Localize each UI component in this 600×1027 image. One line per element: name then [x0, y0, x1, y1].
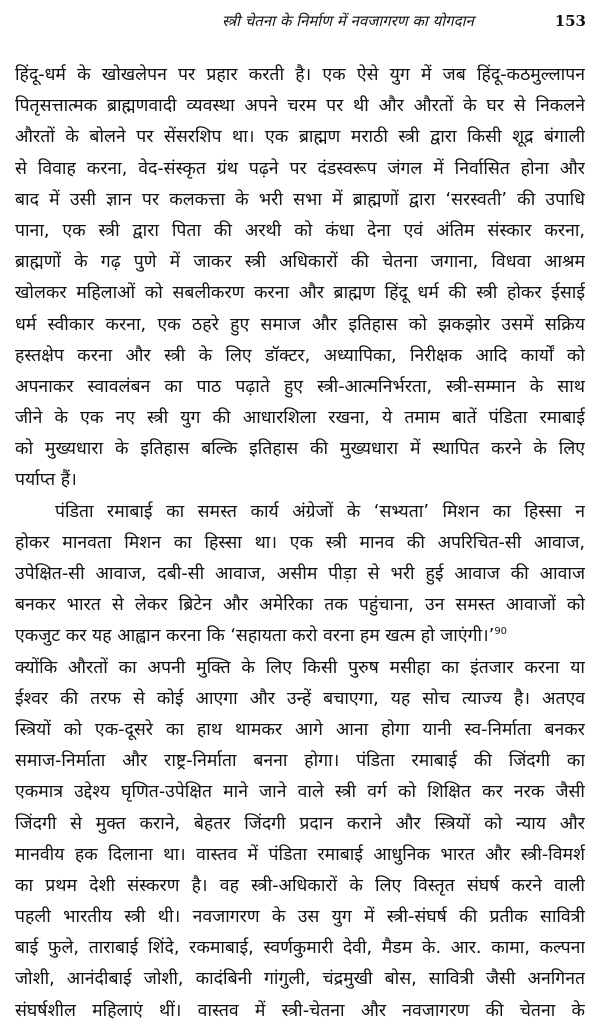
text-line: पाना, एक स्त्री द्वारा पिता की अरथी को कंधा देना एवं अंतिम संस्कार करना,	[15, 220, 585, 241]
text-line: बाई फुले, ताराबाई शिंदे, रकमाबाई, स्वर्णकुमारी देवी, मैडम के. आर. कामा, कल्पना	[15, 938, 585, 959]
body-text	[15, 60, 585, 1027]
text-line: होकर मानवता मिशन का हिस्सा था। एक स्त्री मानव की अपरिचित-सी आवाज,	[15, 532, 585, 553]
text-line: एकमात्र उद्देश्य घृणित-उपेक्षित माने जाने वाले स्त्री वर्ग को शिक्षित कर नरक जैसी	[15, 782, 585, 803]
quote-text: एकजुट कर यह आह्वान करना कि ‘सहायता करो वरना हम खत्म हो जाएंगी।’	[15, 626, 495, 647]
text-line: जिंदगी से मुक्त कराने, बेहतर जिंदगी प्रदान कराने और स्त्रियों को न्याय और	[15, 813, 585, 834]
text-line: का प्रथम देशी संस्करण है। वह स्त्री-अधिकारों के लिए विस्तृत संघर्ष करने वाली	[15, 875, 585, 896]
text-line: पितृसत्तात्मक ब्राह्मणवादी व्यवस्था अपने चरम पर थी और औरतों के घर से निकलने	[15, 96, 585, 117]
header-title: स्त्री चेतना के निर्माण में नवजागरण का योगदान	[222, 12, 474, 30]
text-line: औरतों के बोलने पर सेंसरशिप था। एक ब्राह्मण मराठी स्त्री द्वारा किसी शूद्र बंगाली	[15, 127, 585, 148]
text-line: जोशी, आनंदीबाई जोशी, कादंबिनी गांगुली, चंद्रमुखी बोस, सावित्री जैसी अनगिनत	[15, 969, 585, 990]
text-line: हस्तक्षेप करना और स्त्री के लिए डॉक्टर, अध्यापिका, निरीक्षक आदि कार्यों को	[15, 345, 585, 366]
footnote-ref: 90	[494, 626, 508, 638]
text-line: स्त्रियों को एक-दूसरे का हाथ थामकर आगे आना होगा यानी स्व-निर्माता बनकर	[15, 719, 585, 740]
text-line: अपनाकर स्वावलंबन का पाठ पढ़ाते हुए स्त्री-आत्मनिर्भरता, स्त्री-सम्मान के साथ	[15, 376, 585, 397]
running-header	[222, 6, 586, 36]
text-line: जीने के एक नए स्त्री युग की आधारशिला रखना, ये तमाम बातें पंडिता रमाबाई	[15, 408, 585, 429]
text-line: को मुख्यधारा के इतिहास बल्कि इतिहास की मुख्यधारा में स्थापित करने के लिए	[15, 439, 585, 460]
text-line: हिंदू-धर्म के खोखलेपन पर प्रहार करती है। एक ऐसे युग में जब हिंदू-कठमुल्लापन	[15, 65, 585, 85]
paragraph-start-line: पंडिता रमाबाई का समस्त कार्य अंग्रेजों के ‘सभ्यता’ मिशन का हिस्सा न	[55, 501, 585, 522]
text-line: ईश्वर की तरफ से कोई आएगा और उन्हें बचाएगा, यह सोच त्याज्य है। अतएव	[15, 688, 585, 709]
text-line: संघर्षशील महिलाएं थीं। वास्तव में स्त्री-चेतना और नवजागरण की चेतना के	[15, 1000, 585, 1021]
text-line: समाज-निर्माता और राष्ट्र-निर्माता बनना होगा। पंडिता रमाबाई की जिंदगी का	[15, 751, 585, 772]
text-line: से विवाह करना, वेद-संस्कृत ग्रंथ पढ़ने पर दंडस्वरूप जंगल में निर्वासित होना और	[15, 158, 585, 179]
text-line: धर्म स्वीकार करना, एक ठहरे हुए समाज और इतिहास को झकझोर उसमें सक्रिय	[15, 314, 585, 335]
page-number: 153	[554, 12, 586, 30]
text-line: ब्राह्मणों के गढ़ पुणे में जाकर स्त्री अधिकारों की चेतना जगाना, विधवा आश्रम	[15, 252, 585, 273]
text-line: उपेक्षित-सी आवाज, दबी-सी आवाज, असीम पीड़ा से भरी हुई आवाज की आवाज	[15, 564, 585, 584]
text-line: बनकर भारत से लेकर ब्रिटेन और अमेरिका तक पहुंचाना, उन समस्त आवाजों को	[15, 595, 585, 616]
text-line: बाद में उसी ज्ञान पर कलकत्ता के भरी सभा में ब्राह्मणों द्वारा ‘सरस्वती’ की उपाधि	[15, 189, 585, 210]
text-line: पहली भारतीय स्त्री थी। नवजागरण के उस युग में स्त्री-संघर्ष की प्रतीक सावित्री	[15, 907, 585, 928]
text-line: मानवीय हक दिलाना था। वास्तव में पंडिता रमाबाई आधुनिक भारत और स्त्री-विमर्श	[15, 844, 585, 865]
text-line: क्योंकि औरतों का अपनी मुक्ति के लिए किसी पुरुष मसीहा का इंतजार करना या	[15, 657, 585, 678]
text-line: खोलकर महिलाओं को सबलीकरण करना और ब्राह्मण हिंदू धर्म की स्त्री होकर ईसाई	[15, 283, 585, 304]
text-line: पर्याप्त हैं।	[15, 470, 77, 491]
text-line-with-footnote	[15, 621, 585, 652]
